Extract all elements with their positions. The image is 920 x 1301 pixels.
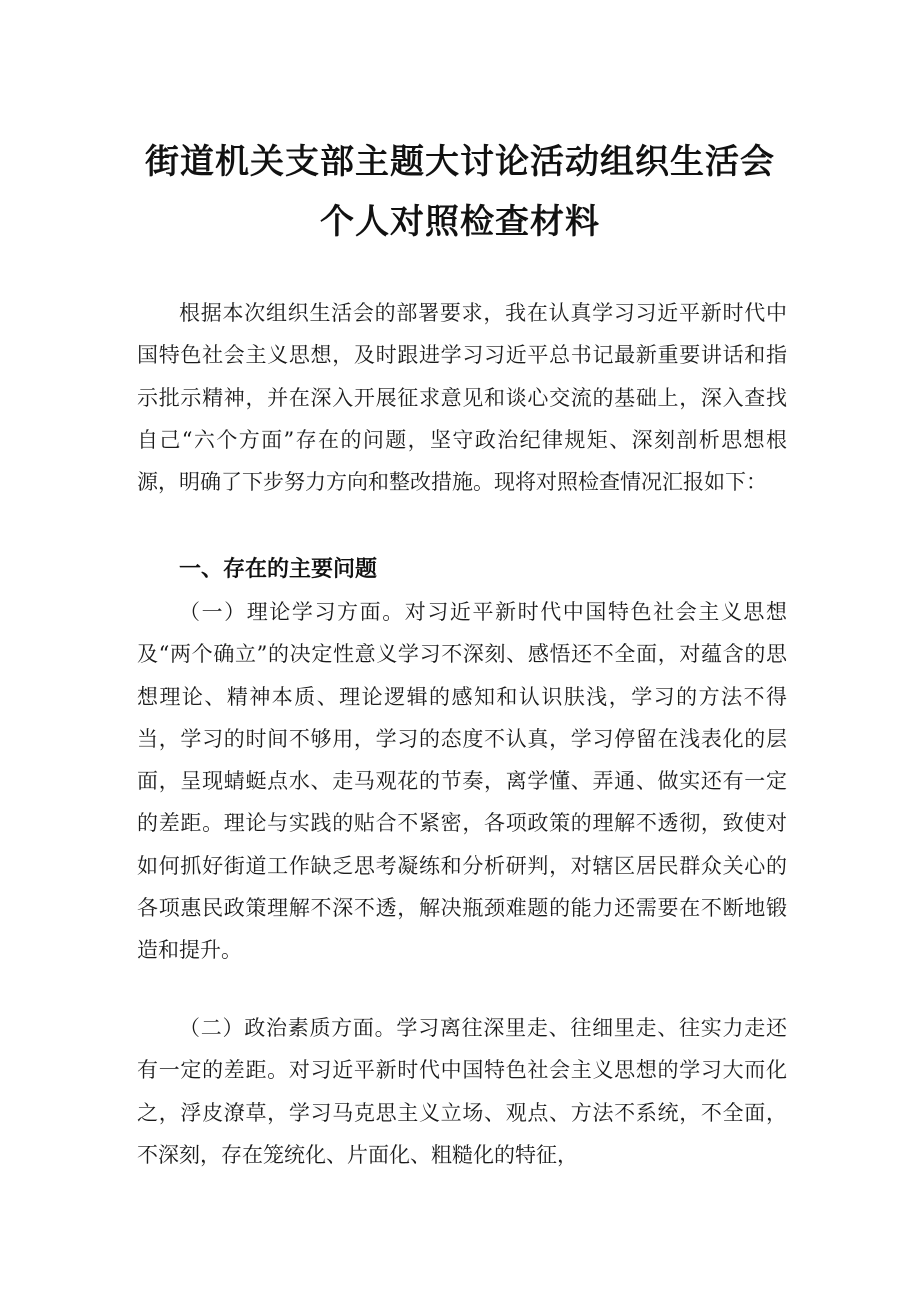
document-title-line-1: 街道机关支部主题大讨论活动组织生活会 [145,142,775,182]
paragraph-theory-study: （一）理论学习方面。对习近平新时代中国特色社会主义思想及“两个确立”的决定性意义学习不深刻、感悟还不全面，对蕴含的思想理论、精神本质、理论逻辑的感知和认识肤浅，学习的方法不得当，学习的时间不够用，学习的态度不认真，学习停留在浅表化的层面，呈现蜻蜓点水、走马观花的节奏，离学懂、弄通、做实还有一定的差距。理论与实践的贴合不紧密，各项政策的理解不透彻，致使对如何抓好街道工作缺乏思考凝练和分析研判，对辖区居民群众关心的各项惠民政策理解不深不透，解决瓶颈难题的能力还需要在不断地锻造和提升。 [137,600,787,963]
paragraph-political-quality: （二）政治素质方面。学习离往深里走、往细里走、往实力走还有一定的差距。对习近平新时代中国特色社会主义思想的学习大而化之，浮皮潦草，学习马克思主义立场、观点、方法不系统，不全面，不深刻，存在笼统化、片面化、粗糙化的特征， [137,1016,787,1167]
document-title-line-2: 个人对照检查材料 [320,202,600,242]
section-heading: 一、存在的主要问题 [179,557,378,582]
intro-paragraph: 根据本次组织生活会的部署要求，我在认真学习习近平新时代中国特色社会主义思想，及时跟进学习习近平总书记最新重要讲话和指示批示精神，并在深入开展征求意见和谈心交流的基础上，深入查找自己“六个方面”存在的问题，坚守政治纪律规矩、深刻剖析思想根源，明确了下步努力方向和整改措施。现将对照检查情况汇报如下： [137,301,787,495]
